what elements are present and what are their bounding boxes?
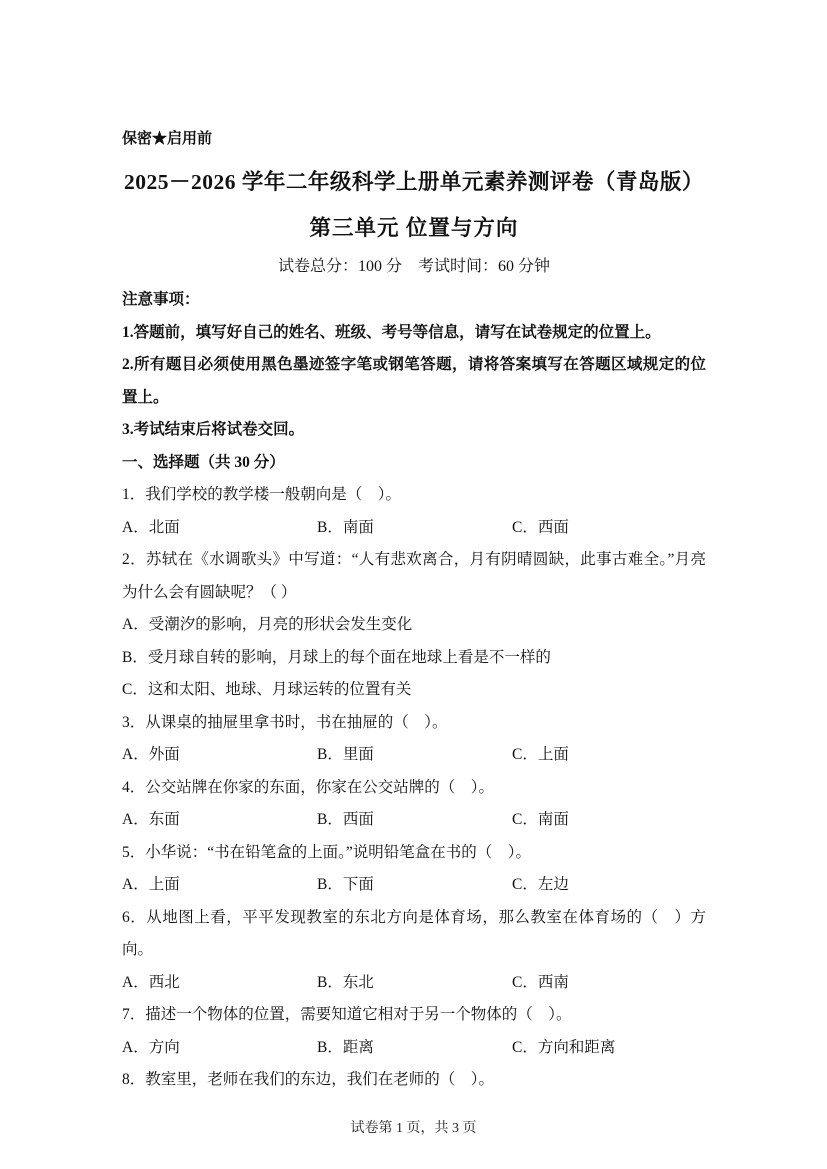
question-2 bbox=[122, 544, 706, 707]
question-4-option-c: C．南面 bbox=[512, 811, 569, 828]
question-8-text: 8．教室里，老师在我们的东边，我们在老师的（ ）。 bbox=[122, 1071, 495, 1088]
question-3-text: 3．从课桌的抽屉里拿书时，书在抽屉的（ ）。 bbox=[122, 713, 448, 731]
question-5 bbox=[122, 837, 706, 902]
question-2-text: 2．苏轼在《水调歌头》中写道：“人有悲欢离合，月有阴晴圆缺，此事古难全。”月亮为什么会有圆缺呢？（ ） bbox=[122, 551, 706, 601]
question-3 bbox=[122, 707, 706, 772]
question-5-option-b: B．下面 bbox=[317, 876, 374, 893]
question-4-option-b: B．西面 bbox=[317, 811, 374, 828]
notice-item-3: 3.考试结束后将试卷交回。 bbox=[122, 421, 305, 438]
question-6-option-c: C．西南 bbox=[512, 973, 569, 991]
question-2-option-b: B．受月球自转的影响，月球上的每个面在地球上看是不一样的 bbox=[122, 648, 551, 666]
question-7-option-a: A．方向 bbox=[122, 1038, 180, 1056]
question-1 bbox=[122, 479, 706, 544]
question-3-option-b: B．里面 bbox=[317, 746, 374, 763]
notices-heading: 注意事项： bbox=[122, 291, 200, 308]
question-5-option-c: C．左边 bbox=[512, 876, 569, 893]
question-4-options bbox=[122, 804, 706, 837]
question-3-option-a: A．外面 bbox=[122, 746, 180, 763]
exam-info-line: 试卷总分：100 分 考试时间：60 分钟 bbox=[277, 258, 550, 275]
question-5-option-a: A．上面 bbox=[122, 876, 180, 893]
question-6-option-b: B．东北 bbox=[317, 973, 374, 991]
question-7-options bbox=[122, 1032, 706, 1065]
question-1-option-c: C．西面 bbox=[512, 518, 569, 536]
question-4 bbox=[122, 772, 706, 837]
notice-item-2: 2.所有题目必须使用黑色墨迹签字笔或钢笔答题，请将答案填写在答题区域规定的位置上。 bbox=[122, 356, 706, 406]
question-2-option-a: A．受潮汐的影响，月亮的形状会发生变化 bbox=[122, 616, 413, 633]
question-6-text: 6．从地图上看，平平发现教室的东北方向是体育场，那么教室在体育场的（ ）方向。 bbox=[122, 908, 706, 958]
question-1-options bbox=[122, 512, 706, 545]
exam-body bbox=[122, 284, 706, 1097]
question-7-option-c: C．方向和距离 bbox=[512, 1038, 616, 1056]
unit-title: 第三单元 位置与方向 bbox=[309, 216, 519, 240]
question-5-text: 5．小华说：“书在铅笔盒的上面。”说明铅笔盒在书的（ ）。 bbox=[122, 843, 532, 861]
question-1-option-b: B．南面 bbox=[317, 518, 374, 536]
question-2-option-c: C．这和太阳、地球、月球运转的位置有关 bbox=[122, 681, 412, 698]
question-3-options bbox=[122, 739, 706, 772]
page-content bbox=[122, 0, 706, 1097]
security-notice: 保密★启用前 bbox=[122, 131, 213, 147]
question-1-text: 1．我们学校的教学楼一般朝向是（ ）。 bbox=[122, 486, 402, 503]
question-1-option-a: A．北面 bbox=[122, 518, 180, 536]
question-3-option-c: C．上面 bbox=[512, 746, 569, 763]
question-7-text: 7．描述一个物体的位置，需要知道它相对于另一个物体的（ ）。 bbox=[122, 1006, 572, 1023]
question-6-options bbox=[122, 967, 706, 1000]
question-4-option-a: A．东面 bbox=[122, 811, 180, 828]
question-7-option-b: B．距离 bbox=[317, 1038, 374, 1056]
question-8 bbox=[122, 1064, 706, 1097]
question-6 bbox=[122, 902, 706, 1000]
question-6-option-a: A．西北 bbox=[122, 973, 180, 991]
question-5-options bbox=[122, 869, 706, 902]
question-2-options bbox=[122, 609, 706, 707]
exam-title: 2025－2026 学年二年级科学上册单元素养测评卷（青岛版） bbox=[124, 170, 704, 194]
notice-item-1: 1.答题前，填写好自己的姓名、班级、考号等信息，请写在试卷规定的位置上。 bbox=[122, 323, 661, 341]
page-footer: 试卷第 1 页，共 3 页 bbox=[350, 1121, 477, 1136]
question-4-text: 4．公交站牌在你家的东面，你家在公交站牌的（ ）。 bbox=[122, 778, 495, 796]
section-heading: 一、选择题（共 30 分） bbox=[122, 453, 285, 471]
question-7 bbox=[122, 999, 706, 1064]
